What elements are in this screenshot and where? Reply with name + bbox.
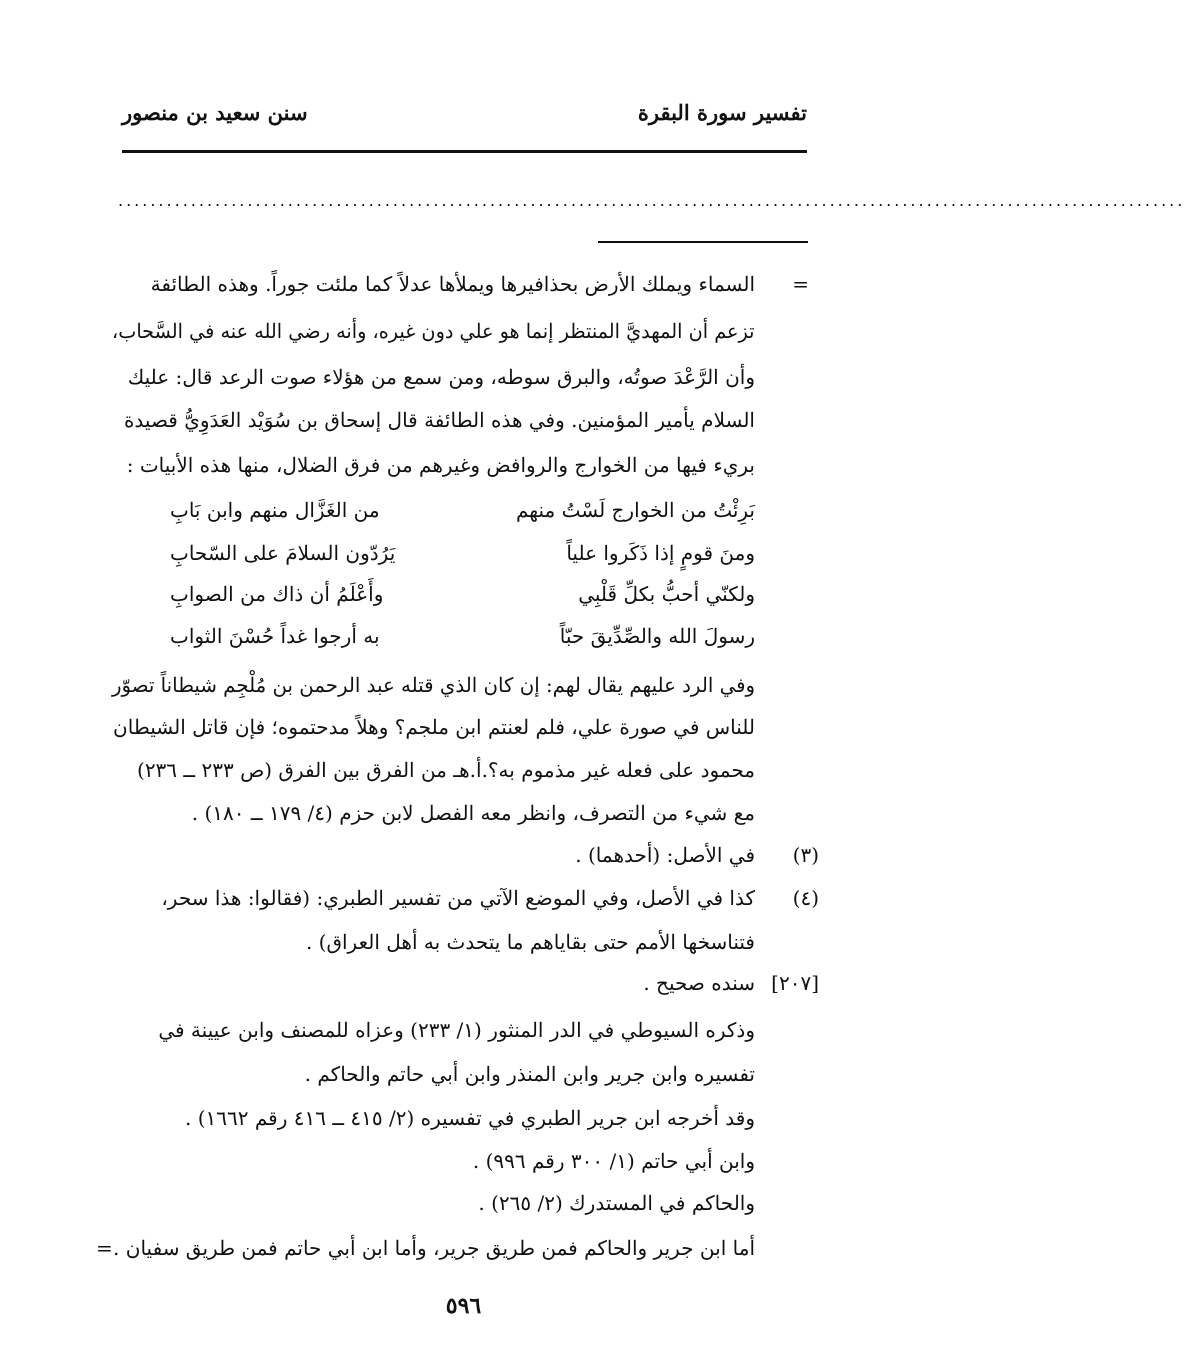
running-head-book: سنن سعيد بن منصور	[122, 100, 308, 125]
page-number: ٥٩٦	[445, 1293, 482, 1319]
note-line: السماء ويملك الأرض بحذافيرها ويملأها عدلاً كما ملئت جوراً. وهذه الطائفة	[150, 272, 755, 296]
verse-second-half: به أرجوا غداً حُسْنَ الثواب	[170, 624, 380, 648]
note-line: تزعم أن المهديَّ المنتظر إنما هو علي دون غيره، وأنه رضي الله عنه في السَّحاب،	[112, 319, 755, 343]
entry-text: أما ابن جرير والحاكم فمن طريق جرير، وأما ابن أبي حاتم فمن طريق سفيان .	[113, 1236, 755, 1260]
dotted-separator: ....................................................................................................................................	[118, 191, 1185, 210]
hadith-number: [٢٠٧]	[771, 971, 819, 995]
footnote-text: فتناسخها الأمم حتى بقاياهم ما يتحدث به أهل العراق) .	[305, 930, 755, 954]
note-line: محمود على فعله غير مذموم به؟.أ.هـ من الفرق بين الفرق (ص ٢٣٣ ــ ٢٣٦)	[137, 758, 755, 782]
verse-first-half: ومنَ قومٍ إذا ذَكَروا علياً	[566, 541, 755, 565]
footnote-text: كذا في الأصل، وفي الموضع الآتي من تفسير الطبري: (فقالوا: هذا سحر،	[161, 886, 755, 910]
verse-first-half: بَرِئْتُ من الخوارج لَسْتُ منهم	[515, 498, 755, 522]
entry-text: سنده صحيح .	[643, 971, 755, 995]
verse-second-half: وأَعْلَمُ أن ذاك من الصوابِ	[170, 582, 384, 606]
footnote-rule	[598, 241, 808, 243]
entry-text: والحاكم في المستدرك (٢/ ٢٦٥) .	[478, 1191, 755, 1215]
note-line: وفي الرد عليهم يقال لهم: إن كان الذي قتله عبد الرحمن بن مُلْجِم شيطاناً تصوّر	[111, 673, 755, 697]
entry-text: تفسيره وابن جرير وابن المنذر وابن أبي حاتم والحاكم .	[304, 1062, 755, 1086]
continuation-marker: =	[792, 272, 809, 296]
note-line: السلام يأمير المؤمنين. وفي هذه الطائفة قال إسحاق بن سُوَيْد العَدَوِيُّ قصيدة	[123, 408, 755, 432]
trailing-marker: =	[96, 1236, 113, 1260]
footnote-text: في الأصل: (أحدهما) .	[575, 843, 755, 867]
verse-second-half: من الغَزَّال منهم وابن بَابِ	[170, 498, 380, 522]
footnote-number: (٣)	[792, 843, 819, 867]
note-line: للناس في صورة علي، فلم لعنتم ابن ملجم؟ وهلاً مدحتموه؛ فإن قاتل الشيطان	[113, 715, 755, 739]
running-head-chapter: تفسير سورة البقرة	[637, 100, 807, 125]
verse-second-half: يَرُدّون السلامَ على السّحابِ	[170, 541, 396, 565]
note-line: مع شيء من التصرف، وانظر معه الفصل لابن حزم (٤/ ١٧٩ ــ ١٨٠) .	[191, 801, 755, 825]
entry-text: وابن أبي حاتم (١/ ٣٠٠ رقم ٩٩٦) .	[472, 1149, 755, 1173]
note-line: بريء فيها من الخوارج والروافض وغيرهم من فرق الضلال، منها هذه الأبيات :	[126, 453, 755, 477]
verse-first-half: رسولَ الله والصِّدِّيقَ حبّاً	[559, 624, 755, 648]
entry-text: وذكره السيوطي في الدر المنثور (١/ ٢٣٣) وعزاه للمصنف وابن عيينة في	[158, 1018, 755, 1042]
footnote-number: (٤)	[792, 886, 819, 910]
entry-text: وقد أخرجه ابن جرير الطبري في تفسيره (٢/ ٤١٥ ــ ٤١٦ رقم ١٦٦٢) .	[184, 1106, 755, 1130]
header-rule	[122, 150, 807, 153]
verse-first-half: ولكنّي أحبُّ بكلِّ قَلْبِي	[578, 582, 755, 606]
note-line: وأن الرَّعْدَ صوتُه، والبرق سوطه، ومن سمع من هؤلاء صوت الرعد قال: عليك	[127, 365, 755, 389]
